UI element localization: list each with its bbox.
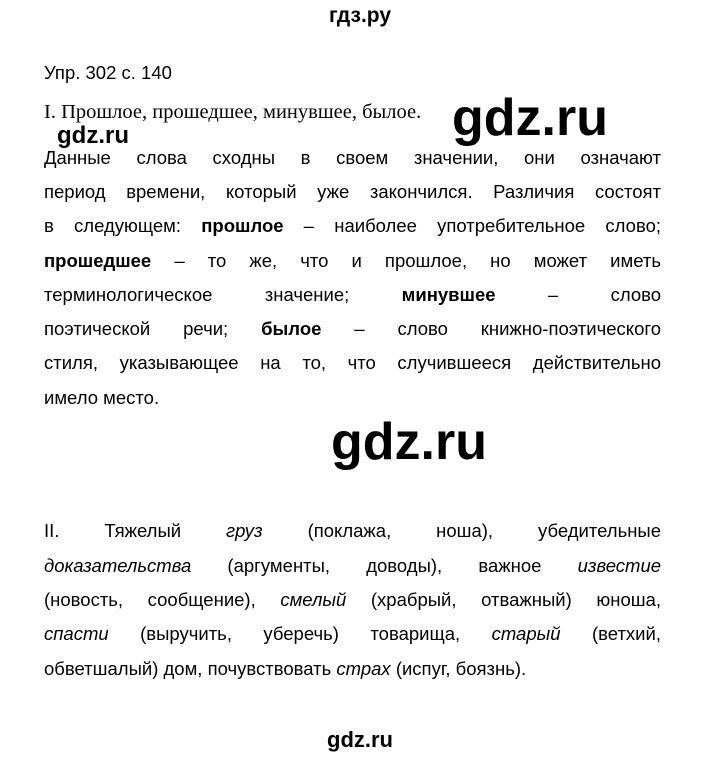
part1-text-line: в следующем: прошлое – наиболее употребительное слово; xyxy=(44,215,662,236)
part2-text-line: обветшалый) дом, почувствовать страх (испуг, боязнь). xyxy=(44,658,527,679)
part2-text-line: (новость, сообщение), смелый (храбрый, отважный) юноша, xyxy=(44,589,662,610)
watermark-large-middle: gdz.ru xyxy=(331,413,487,471)
part1-text-line: поэтической речи; былое – слово книжно-поэтического xyxy=(44,318,661,339)
watermark-small-top: gdz.ru xyxy=(57,122,129,149)
part1-text-line: терминологическое значение; минувшее – слово xyxy=(44,284,662,305)
site-header: гдз.ру xyxy=(328,4,392,27)
part1-text-line: Данные слова сходны в своем значении, они означают xyxy=(44,147,661,168)
part2-text-line: спасти (выручить, уберечь) товарища, старый (ветхий, xyxy=(44,623,661,644)
part2-text-line: II. Тяжелый груз (поклажа, ноша), убедительные xyxy=(44,520,662,541)
watermark-bottom: gdz.ru xyxy=(327,727,393,752)
part1-text-line: прошедшее – то же, что и прошлое, но может иметь xyxy=(44,250,662,271)
part1-text-line: имело место. xyxy=(44,387,160,408)
term-byloe: былое xyxy=(261,318,322,339)
term-proshedshee: прошедшее xyxy=(44,250,152,271)
term-proshloe: прошлое xyxy=(201,215,284,236)
part1-heading-line: I. Прошлое, прошедшее, минувшее, былое. xyxy=(44,101,422,123)
exercise-title: Упр. 302 с. 140 xyxy=(44,62,172,83)
watermark-large-top: gdz.ru xyxy=(452,89,608,147)
part1-text-line: период времени, который уже закончился. Различия состоят xyxy=(44,181,661,202)
part2-text-line: доказательства (аргументы, доводы), важное известие xyxy=(44,555,662,576)
term-minuvshee: минувшее xyxy=(401,284,496,305)
part1-text-line: стиля, указывающее на то, что случившееся действительно xyxy=(44,352,661,373)
